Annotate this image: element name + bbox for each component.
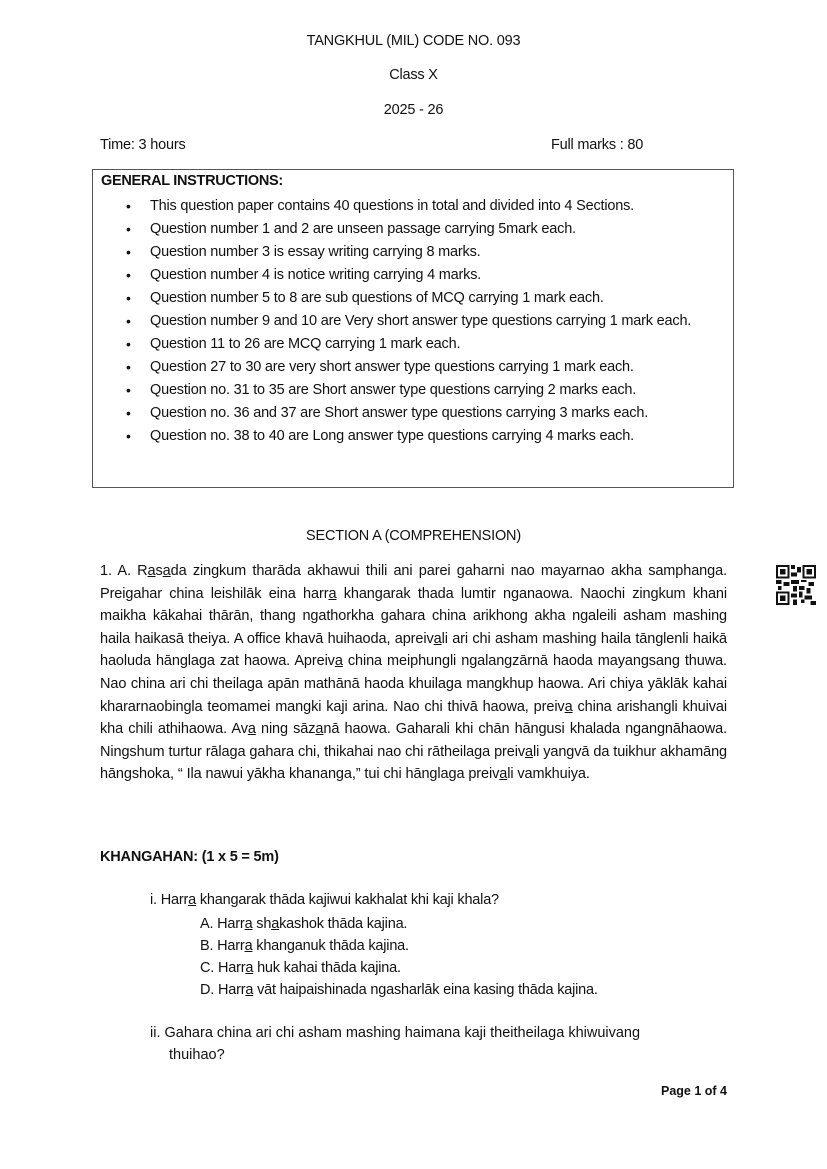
instruction-item: • Question 27 to 30 are very short answer type questions carrying 1 mark each. xyxy=(93,356,733,379)
paper-title: TANGKHUL (MIL) CODE NO. 093 xyxy=(306,33,521,49)
time-label: Time: 3 hours xyxy=(100,137,186,153)
bullet-icon: • xyxy=(126,359,131,375)
question-i: i. Harra khangarak thāda kajiwui kakhalat khi kaji khala? xyxy=(150,892,499,908)
bullet-icon: • xyxy=(126,382,131,398)
instruction-item: • Question no. 36 and 37 are Short answer type questions carrying 3 marks each. xyxy=(93,402,733,425)
instruction-item: • Question number 9 and 10 are Very short answer type questions carrying 1 mark each. xyxy=(93,310,733,333)
bullet-icon: • xyxy=(126,244,131,260)
bullet-icon: • xyxy=(126,267,131,283)
class-label: Class X xyxy=(389,67,438,83)
instruction-item: • Question number 3 is essay writing carrying 8 marks. xyxy=(93,241,733,264)
option-c: C. Harra huk kahai thāda kajina. xyxy=(200,960,401,976)
bullet-icon: • xyxy=(126,198,131,214)
instruction-item: • This question paper contains 40 questions in total and divided into 4 Sections. xyxy=(93,195,733,218)
bullet-icon: • xyxy=(126,428,131,444)
full-marks-label: Full marks : 80 xyxy=(551,137,644,153)
bullet-icon: • xyxy=(126,313,131,329)
option-a: A. Harra shakashok thāda kajina. xyxy=(200,916,408,932)
question-ii: ii. Gahara china ari chi asham mashing haimana kaji theitheilaga khiwuivang thuihao? xyxy=(150,1025,641,1063)
instruction-item: • Question number 1 and 2 are unseen passage carrying 5mark each. xyxy=(93,218,733,241)
comprehension-passage: 1. A. Rasada zingkum tharāda akhawui thili ani parei gaharni nao mayarnao akha samphanga. Preigahar china leishilāk eina harra khangarak thada lumtir nganaowa. Naochi zingkum khani maikha kākahai thārān, thang ngathorkha gahara china arikhong akha ngaleili asham mashing haila haikasā theiya. A office khavā huihaoda, apreivali ari chi asham mashing haila tānglenli haikā haoluda hānglaga zat haowa. Apreiva china meiphungli ngalangzārnā haoda mayangsang thuwa. Nao china ari chi theilaga apān mathānā haoda khuilaga mangkhup haowa. Ari chiya yāklāk kahai khararnaobingla teomamei mangki kaji arina. Nao chi thivā haowa, preiva china arishangli khuivai kha chili athihaowa. Ava ning sāzanā haowa. Gaharali khi chān hāngusi khalada ngangnāhaowa. Ningshum turtur rālaga gahara chi, thikahai nao chi rātheilaga preivali yangvā da tuikhur akhamāng hāngshoka, “ Ila nawui yākha khananga,” tui chi hānglaga preivali vamkhuiya. xyxy=(100,563,728,783)
instruction-item: • Question number 4 is notice writing carrying 4 marks. xyxy=(93,264,733,287)
instructions-list xyxy=(93,195,733,448)
general-instructions-box xyxy=(92,169,734,488)
bullet-icon: • xyxy=(126,290,131,306)
option-d: D. Harra vāt haipaishinada ngasharlāk eina kasing thāda kajina. xyxy=(200,982,598,998)
instruction-item: • Question no. 38 to 40 are Long answer type questions carrying 4 marks each. xyxy=(93,425,733,448)
bullet-icon: • xyxy=(126,336,131,352)
instruction-item: • Question number 5 to 8 are sub questions of MCQ carrying 1 mark each. xyxy=(93,287,733,310)
session-label: 2025 - 26 xyxy=(383,102,444,118)
option-b: B. Harra khanganuk thāda kajina. xyxy=(200,938,409,954)
section-a-heading: SECTION A (COMPREHENSION) xyxy=(306,528,521,544)
bullet-icon: • xyxy=(126,221,131,237)
instructions-title: GENERAL INSTRUCTIONS: xyxy=(101,173,283,189)
qr-code-icon xyxy=(776,565,816,605)
page-number: Page 1 of 4 xyxy=(661,1084,727,1098)
bullet-icon: • xyxy=(126,405,131,421)
instruction-item: • Question 11 to 26 are MCQ carrying 1 mark each. xyxy=(93,333,733,356)
khangahan-heading: KHANGAHAN: (1 x 5 = 5m) xyxy=(100,849,279,865)
instruction-item: • Question no. 31 to 35 are Short answer type questions carrying 2 marks each. xyxy=(93,379,733,402)
